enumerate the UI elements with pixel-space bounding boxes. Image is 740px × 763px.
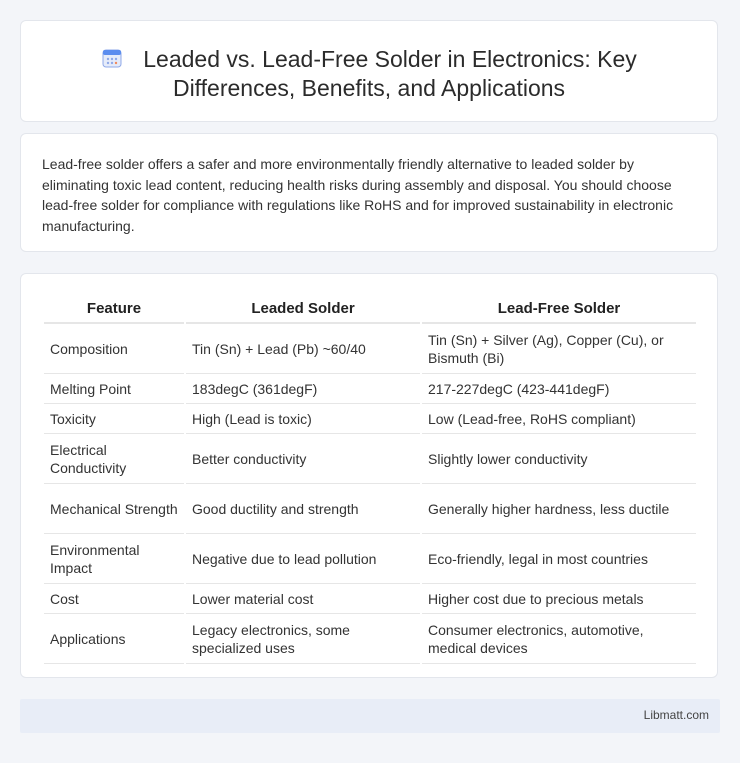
table-row	[44, 584, 696, 614]
table-row	[44, 404, 696, 434]
lead-free-cell: 217-227degC (423-441degF)	[422, 374, 696, 404]
lead-free-cell: Tin (Sn) + Silver (Ag), Copper (Cu), or Bismuth (Bi)	[422, 324, 696, 374]
table-row	[44, 374, 696, 404]
table-row	[44, 534, 696, 584]
lead-free-cell: Consumer electronics, automotive, medical devices	[422, 614, 696, 664]
leaded-cell: Negative due to lead pollution	[186, 534, 420, 584]
feature-cell: Environmental Impact	[44, 534, 184, 584]
leaded-cell: Tin (Sn) + Lead (Pb) ~60/40	[186, 324, 420, 374]
feature-cell: Toxicity	[44, 404, 184, 434]
feature-cell: Electrical Conductivity	[44, 434, 184, 484]
lead-free-cell: Higher cost due to precious metals	[422, 584, 696, 614]
feature-cell: Cost	[44, 584, 184, 614]
leaded-cell: High (Lead is toxic)	[186, 404, 420, 434]
footer	[20, 699, 720, 733]
comparison-table-card	[20, 273, 718, 678]
feature-cell: Composition	[44, 324, 184, 374]
table-header-row	[44, 294, 696, 324]
calendar-icon	[101, 47, 123, 69]
intro-card	[20, 133, 718, 252]
table-row	[44, 484, 696, 534]
leaded-cell: Better conductivity	[186, 434, 420, 484]
lead-free-cell: Low (Lead-free, RoHS compliant)	[422, 404, 696, 434]
intro-paragraph: Lead-free solder offers a safer and more environmentally friendly alternative to leaded solder by eliminating toxic lead content, reducing health risks during assembly and disposal. You should choose lead-free solder for compliance with regulations like RoHS and for improved sustainability in electronic manufacturing.	[42, 156, 674, 234]
table-row	[44, 614, 696, 664]
header-feature: Feature	[44, 294, 184, 324]
leaded-cell: Good ductility and strength	[186, 484, 420, 534]
header-leaded: Leaded Solder	[186, 294, 420, 324]
footer-site-label: Libmatt.com	[643, 708, 709, 722]
lead-free-cell: Eco-friendly, legal in most countries	[422, 534, 696, 584]
feature-cell: Melting Point	[44, 374, 184, 404]
lead-free-cell: Slightly lower conductivity	[422, 434, 696, 484]
page-title-text: Leaded vs. Lead-Free Solder in Electronics: Key Differences, Benefits, and Applications	[143, 46, 637, 101]
feature-cell: Applications	[44, 614, 184, 664]
table-row	[44, 434, 696, 484]
leaded-cell: Lower material cost	[186, 584, 420, 614]
header-lead-free: Lead-Free Solder	[422, 294, 696, 324]
comparison-table	[42, 294, 698, 664]
lead-free-cell: Generally higher hardness, less ductile	[422, 484, 696, 534]
leaded-cell: Legacy electronics, some specialized uses	[186, 614, 420, 664]
feature-cell: Mechanical Strength	[44, 484, 184, 534]
leaded-cell: 183degC (361degF)	[186, 374, 420, 404]
header-card	[20, 20, 718, 122]
page-title	[21, 45, 717, 103]
table-row	[44, 324, 696, 374]
